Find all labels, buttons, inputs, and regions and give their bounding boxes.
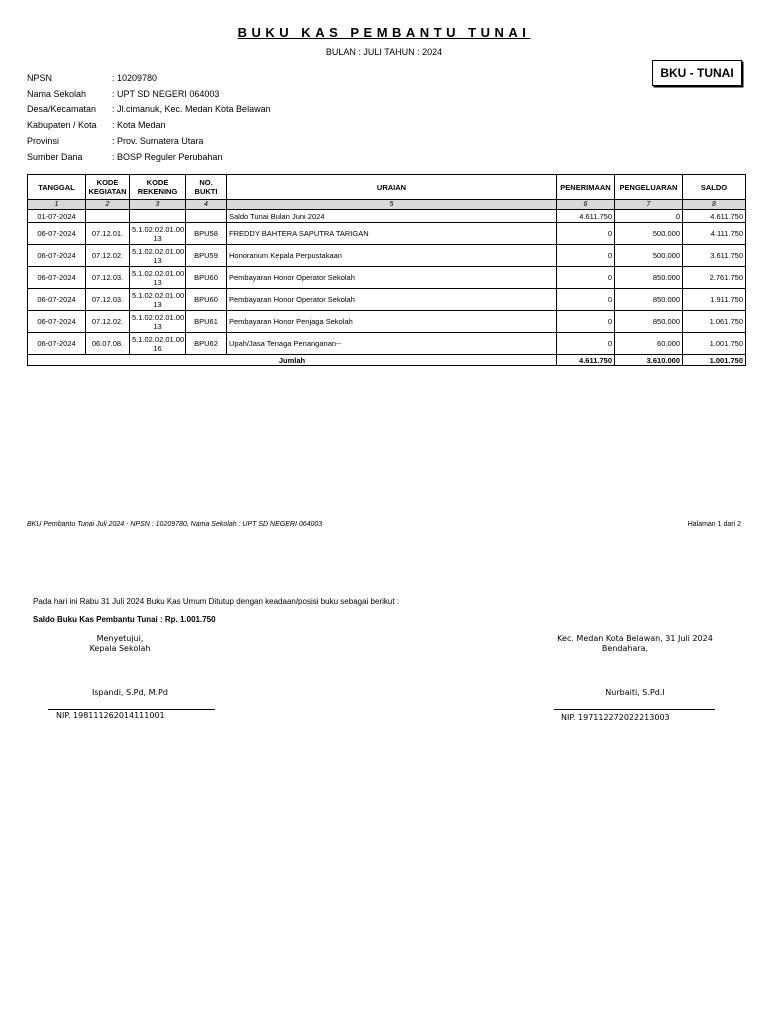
- signature-left-name: Ispandi, S.Pd, M.Pd: [92, 688, 168, 697]
- document-period: BULAN : JULI TAHUN : 2024: [325, 47, 443, 57]
- header-tanggal: TANGGAL: [28, 175, 86, 200]
- signature-left-line2: Kepala Sekolah: [89, 644, 151, 653]
- signature-right-name: Nurbaiti, S.Pd.I: [605, 688, 665, 697]
- column-number-row: 1 2 3 4 5 6 7 8: [28, 200, 746, 210]
- total-pengeluaran: 3.610.000: [615, 355, 683, 366]
- total-penerimaan: 4.611.750: [557, 355, 615, 366]
- info-row-npsn: NPSN : 10209780: [27, 72, 158, 83]
- table-row: 06-07-2024 07.12.02. 5.1.02.02.01.00 13 BPU61 Pembayaran Honor Penjaga Sekolah 0 850.000 1.061.750: [28, 311, 746, 333]
- info-row-fund-source: Sumber Dana : BOSP Reguler Perubahan: [27, 151, 223, 162]
- total-saldo: 1.001.750: [683, 355, 746, 366]
- signature-right-rule: [554, 709, 715, 710]
- document-title: BUKU KAS PEMBANTU TUNAI: [237, 25, 531, 40]
- page-number: Halaman 1 dari 2: [687, 521, 741, 528]
- header-saldo: SALDO: [683, 175, 746, 200]
- table-row: 01-07-2024 Saldo Tunai Bulan Juni 2024 4.611.750 0 4.611.750: [28, 210, 746, 223]
- page-footer-left: BKU Pembantu Tunai Juli 2024 - NPSN : 10209780, Nama Sekolah : UPT SD NEGERI 064003: [27, 521, 323, 528]
- signature-right-nip: NIP. 197112272022213003: [561, 713, 670, 722]
- closing-statement: Pada hari ini Rabu 31 Juli 2024 Buku Kas Umum Ditutup dengan keadaan/posisi buku sebagai berikut :: [33, 597, 400, 606]
- table-row: 06-07-2024 07.12.03. 5.1.02.02.01.00 13 BPU60 Pembayaran Honor Operator Sekolah 0 850.000 1.911.750: [28, 289, 746, 311]
- table-row: 06-07-2024 06.07.08. 5.1.02.02.01.00 16 BPU62 Upah/Jasa Tenaga Penanganan-- 0 60.000 1.001.750: [28, 333, 746, 355]
- info-row-school-name: Nama Sekolah : UPT SD NEGERI 064003: [27, 88, 220, 99]
- table-row: 06-07-2024 07.12.01. 5.1.02.02.01.00 13 BPU58 FREDDY BAHTERA SAPUTRA TARIGAN 0 500.000 4.111.750: [28, 223, 746, 245]
- header-kode-rekening: KODE REKENING: [130, 175, 186, 200]
- cash-ledger-table: [27, 174, 746, 366]
- signature-left-rule: [48, 709, 215, 710]
- header-pengeluaran: PENGELUARAN: [615, 175, 683, 200]
- signature-left-line1: Menyetujui,: [96, 634, 144, 643]
- signature-right-line2: Bendahara,: [601, 644, 649, 653]
- info-row-province: Provinsi : Prov. Sumatera Utara: [27, 136, 204, 147]
- table-row: 06-07-2024 07.12.03. 5.1.02.02.01.00 13 BPU60 Pembayaran Honor Operator Sekolah 0 850.000 2.761.750: [28, 267, 746, 289]
- signature-right-line1: Kec. Medan Kota Belawan, 31 Juli 2024: [557, 634, 713, 643]
- school-info: [27, 70, 271, 165]
- total-label: Jumlah: [28, 355, 557, 366]
- table-header-row: [28, 175, 746, 200]
- signature-left-nip: NIP. 198111262014111001: [56, 711, 165, 720]
- info-row-city: Kabupaten / Kota : Kota Medan: [27, 120, 166, 131]
- bku-tunai-badge: BKU - TUNAI: [652, 60, 742, 86]
- header-penerimaan: PENERIMAAN: [557, 175, 615, 200]
- header-kode-kegiatan: KODE KEGIATAN: [86, 175, 130, 200]
- header-no-bukti: NO. BUKTI: [186, 175, 227, 200]
- closing-saldo: Saldo Buku Kas Pembantu Tunai : Rp. 1.001.750: [33, 615, 216, 624]
- info-row-district: Desa/Kecamatan : Jl.cimanuk, Kec. Medan Kota Belawan: [27, 104, 271, 115]
- header-uraian: URAIAN: [227, 175, 557, 200]
- table-total-row: [28, 355, 746, 366]
- table-row: 06-07-2024 07.12.02. 5.1.02.02.01.00 13 BPU59 Honorarium Kepala Perpustakaan 0 500.000 3.611.750: [28, 245, 746, 267]
